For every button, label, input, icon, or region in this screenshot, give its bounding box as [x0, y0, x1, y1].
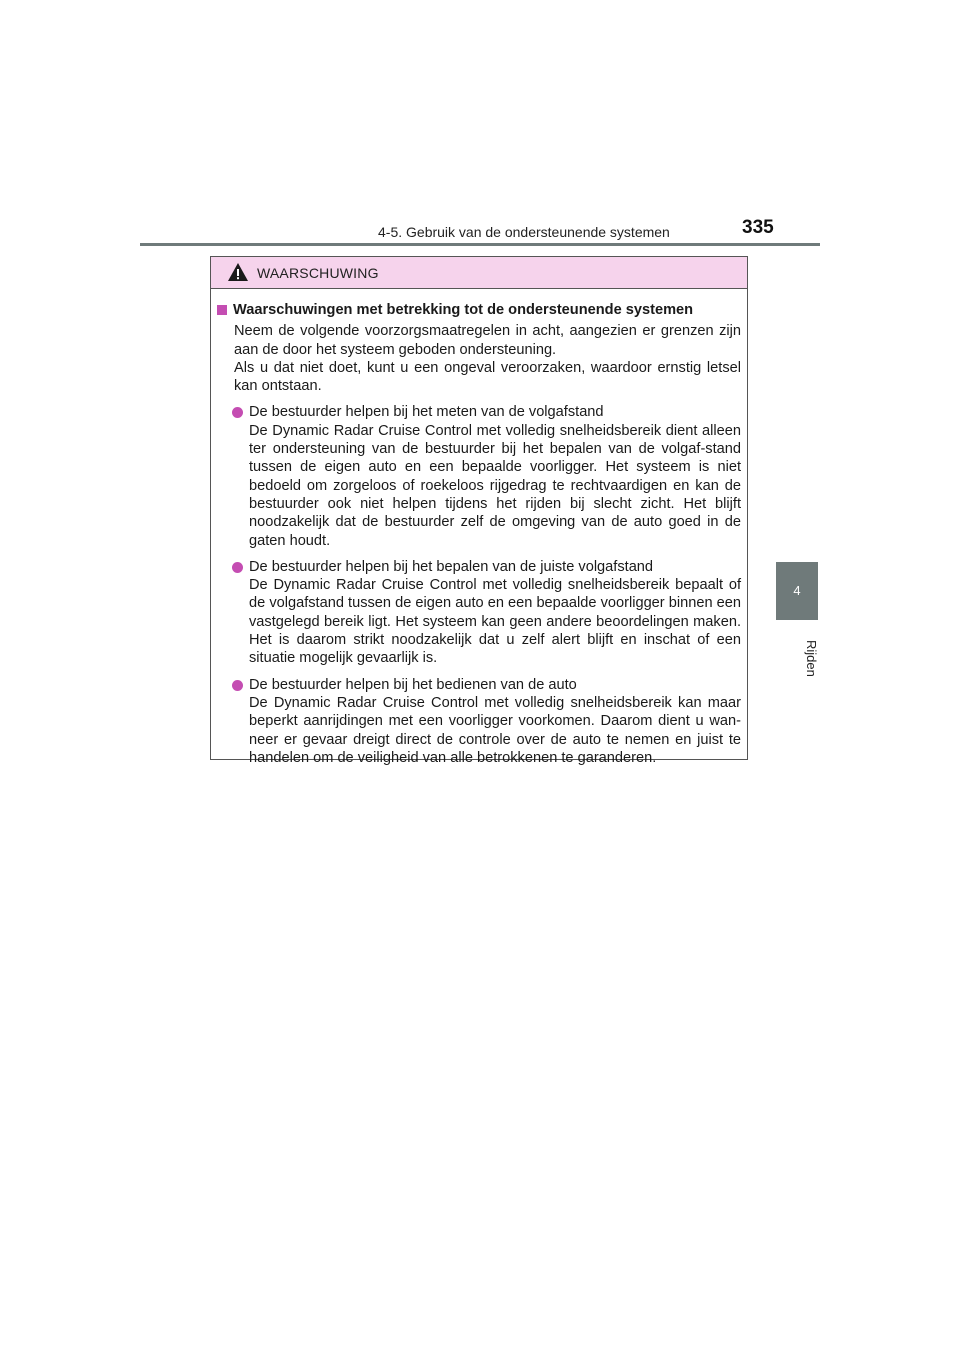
intro-paragraph-2: Als u dat niet doet, kunt u een ongeval veroorzaken, waardoor ernstig letsel kan ontstaan. — [234, 359, 741, 395]
chapter-tab: 4 — [776, 562, 818, 620]
list-item — [216, 403, 741, 549]
item-text: De Dynamic Radar Cruise Control met volledig snelheidsbereik bepaalt of de volgafstand tussen de eigen auto en een bepaalde voorligger binnen een vastgelegd bereik ligt. Het systeem kan geen andere beoordelingen maken. Het is daarom strikt noodzakelijk dat u zelf alert blijft en inschat of een situatie mogelijk gevaarlijk is. — [249, 577, 741, 667]
warning-body — [211, 289, 747, 767]
circle-bullet-icon — [232, 407, 243, 418]
square-bullet-icon — [217, 305, 227, 315]
warning-heading-text: Waarschuwingen met betrekking tot de ondersteunende systemen — [233, 302, 694, 318]
item-title: De bestuurder helpen bij het bedienen van de auto — [249, 676, 577, 693]
warning-header — [211, 257, 747, 289]
item-text: De Dynamic Radar Cruise Control met volledig snelheidsbereik kan maar beperkt aanrijdingen met een voorligger voorkomen. Daarom dient u wan-neer er gevaar dreigt direct de controle over de auto te nemen en juist te handelen om de veiligheid van alle betrokkenen te garanderen. — [249, 694, 741, 766]
intro-paragraph-1: Neem de volgende voorzorgsmaatregelen in acht, aangezien er grenzen zijn aan de door het systeem geboden ondersteuning. — [234, 323, 741, 358]
item-text: De Dynamic Radar Cruise Control met volledig snelheidsbereik dient alleen ter ondersteuning van de bestuurder bij het bepalen van de volgaf-stand tussen de eigen auto en een bepaalde voorligger. Het systeem is niet bedoeld om zorgeloos of roekeloos rijgedrag te rechtvaardigen en kan de bestuurder ook niet helpen tijdens het rijden bij slecht zicht. Het blijft noodzakelijk dat de bestuurder zelf de omgeving van de auto goed in de gaten houdt. — [249, 422, 741, 549]
list-item — [216, 558, 741, 668]
warning-heading — [216, 301, 741, 319]
page-header — [140, 216, 820, 246]
circle-bullet-icon — [232, 562, 243, 573]
page-number: 335 — [742, 217, 774, 238]
warning-intro — [234, 322, 741, 395]
list-item — [216, 676, 741, 767]
header-rule — [140, 243, 820, 246]
warning-triangle-icon — [227, 262, 249, 282]
warning-title: WAARSCHUWING — [257, 265, 379, 281]
item-title: De bestuurder helpen bij het bepalen van de juiste volgafstand — [249, 558, 654, 575]
section-title: 4-5. Gebruik van de ondersteunende systemen — [378, 224, 670, 240]
chapter-label: Rijden — [804, 639, 819, 677]
warning-box — [210, 256, 748, 766]
item-title: De bestuurder helpen bij het meten van de volgafstand — [249, 404, 604, 421]
circle-bullet-icon — [232, 680, 243, 691]
